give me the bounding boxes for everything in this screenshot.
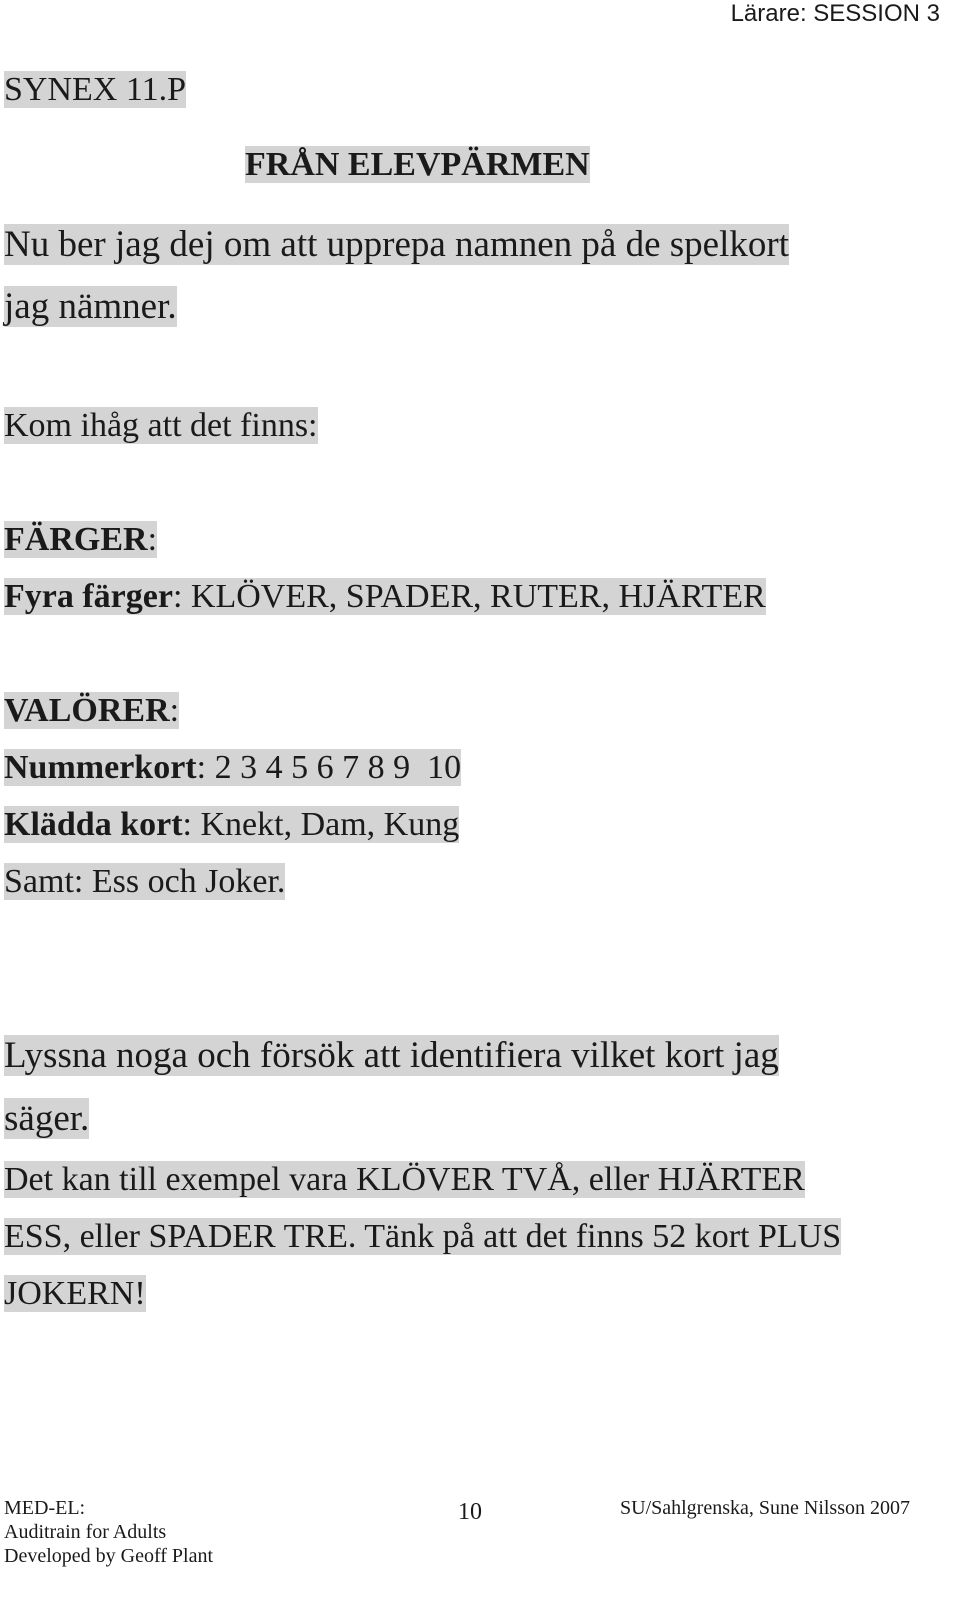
example-line-3-text: JOKERN! xyxy=(4,1275,146,1312)
remember-line xyxy=(4,406,318,446)
intro-line-2 xyxy=(4,285,177,329)
page-number: 10 xyxy=(458,1499,482,1525)
face-cards-line xyxy=(4,805,459,845)
example-line-3 xyxy=(4,1274,146,1314)
four-colors-line xyxy=(4,577,766,617)
example-line-1-text: Det kan till exempel vara KLÖVER TVÅ, eller HJÄRTER xyxy=(4,1161,805,1198)
intro-line-1-text: Nu ber jag dej om att upprepa namnen på de spelkort xyxy=(4,224,789,265)
also-text: Samt: Ess och Joker. xyxy=(4,863,286,900)
footer-left-line-1: MED-EL: xyxy=(4,1497,86,1519)
number-cards-label: Nummerkort xyxy=(4,749,197,786)
example-line-2-text: ESS, eller SPADER TRE. Tänk på att det finns 52 kort PLUS xyxy=(4,1218,842,1255)
section-title xyxy=(245,145,590,185)
face-cards-text: : Knekt, Dam, Kung xyxy=(182,806,460,843)
colors-heading xyxy=(4,520,157,560)
footer-left-line-2: Auditrain for Adults xyxy=(4,1521,167,1543)
document-code xyxy=(4,70,186,110)
footer-left-line-3: Developed by Geoff Plant xyxy=(4,1545,214,1567)
section-title-text: FRÅN ELEVPÄRMEN xyxy=(245,146,590,183)
four-colors-label: Fyra färger xyxy=(4,578,173,615)
colors-heading-label: FÄRGER xyxy=(4,521,148,558)
listen-line-2-text: säger. xyxy=(4,1098,90,1139)
four-colors-text: : KLÖVER, SPADER, RUTER, HJÄRTER xyxy=(172,578,766,615)
values-heading-label: VALÖRER xyxy=(4,692,170,729)
number-cards-line xyxy=(4,748,461,788)
number-cards-text: : 2 3 4 5 6 7 8 9 10 xyxy=(196,749,462,786)
also-line xyxy=(4,862,285,902)
document-code-text: SYNEX 11.P xyxy=(4,71,186,108)
face-cards-label: Klädda kort xyxy=(4,806,183,843)
colors-heading-colon: : xyxy=(147,521,158,558)
listen-line-1-text: Lyssna noga och försök att identifiera vilket kort jag xyxy=(4,1035,779,1076)
example-line-1 xyxy=(4,1160,805,1200)
intro-line-2-text: jag nämner. xyxy=(4,286,177,327)
remember-text: Kom ihåg att det finns: xyxy=(4,407,318,444)
teacher-session-header: Lärare: SESSION 3 xyxy=(730,0,940,27)
intro-line-1 xyxy=(4,223,789,267)
footer-right: SU/Sahlgrenska, Sune Nilsson 2007 xyxy=(620,1497,910,1519)
values-heading xyxy=(4,691,179,731)
values-heading-colon: : xyxy=(169,692,180,729)
listen-line-2 xyxy=(4,1097,89,1141)
example-line-2 xyxy=(4,1217,841,1257)
listen-line-1 xyxy=(4,1034,779,1078)
